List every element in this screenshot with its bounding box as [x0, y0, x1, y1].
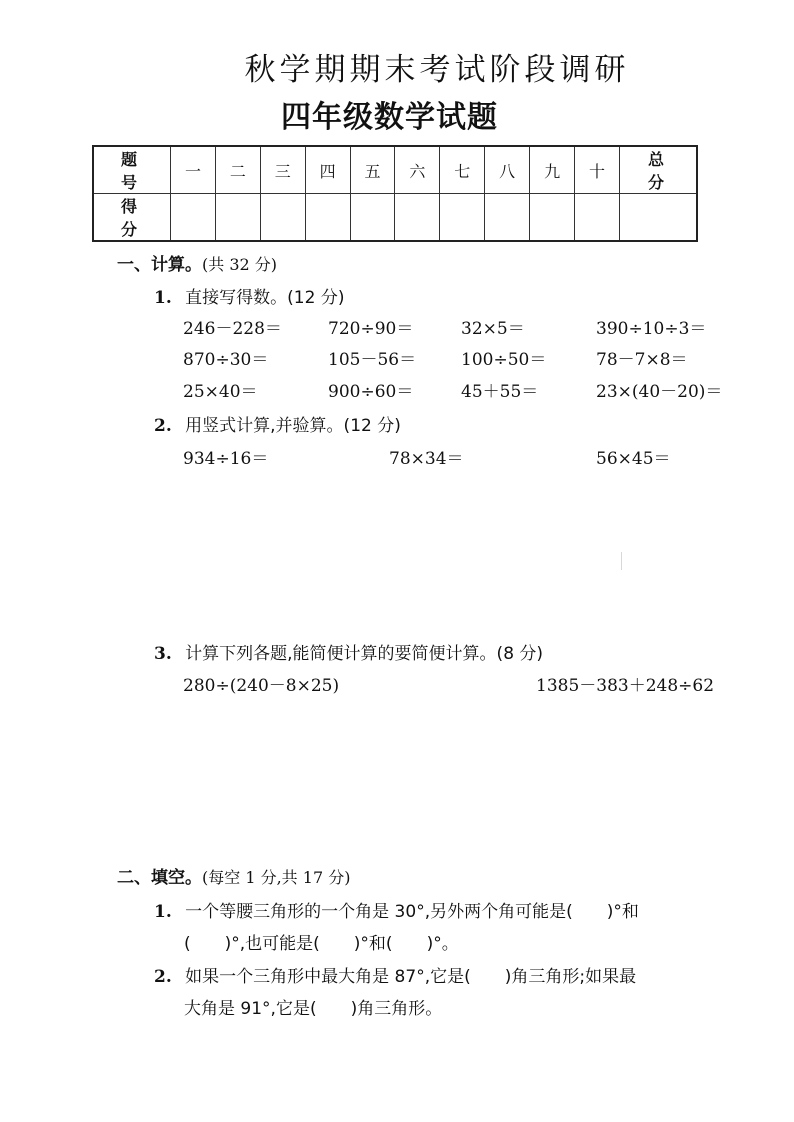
question-text: 用竖式计算,并验算。(12 分)	[185, 416, 401, 436]
score-col-8: 八	[485, 146, 530, 194]
score-table	[92, 145, 698, 242]
question-1-1	[154, 283, 344, 308]
score-col-total: 总 分	[620, 146, 698, 194]
question-1-3	[154, 639, 543, 664]
fill-question-line: ( )°,也可能是( )°和( )°。	[184, 934, 459, 954]
calc-item: 390÷10÷3＝	[596, 319, 707, 339]
calc-item: 105－56＝	[328, 350, 417, 370]
score-cell[interactable]	[440, 194, 485, 242]
part2-heading-text: 二、填空。	[117, 868, 202, 888]
part2-heading	[117, 863, 350, 888]
vertical-calc-item: 56×45＝	[596, 449, 671, 469]
score-cell-total[interactable]	[620, 194, 698, 242]
score-cell[interactable]	[395, 194, 440, 242]
score-row-label: 得 分	[93, 194, 171, 242]
score-cell[interactable]	[260, 194, 305, 242]
answer-space[interactable]	[183, 470, 743, 630]
scan-mark	[621, 552, 622, 570]
part1-points: (共 32 分)	[202, 255, 278, 274]
exam-subtitle: 四年级数学试题	[281, 100, 498, 135]
score-cell[interactable]	[305, 194, 350, 242]
calc-item: 870÷30＝	[183, 350, 269, 370]
simplify-calc-item: 1385－383＋248÷62	[536, 676, 715, 696]
vertical-calc-item: 78×34＝	[389, 449, 464, 469]
vertical-calc-item: 934÷16＝	[183, 449, 269, 469]
score-col-6: 六	[395, 146, 440, 194]
fill-question-line: 大角是 91°,它是( )角三角形。	[184, 999, 443, 1019]
exam-title: 秋学期期末考试阶段调研	[244, 52, 630, 88]
score-row-label: 题 号	[93, 146, 171, 194]
fill-question-line: 一个等腰三角形的一个角是 30°,另外两个角可能是( )°和	[185, 902, 639, 922]
fill-question-2-1	[154, 897, 639, 922]
score-col-2: 二	[215, 146, 260, 194]
calc-item: 25×40＝	[183, 382, 258, 402]
score-cell[interactable]	[485, 194, 530, 242]
score-col-3: 三	[260, 146, 305, 194]
score-cell[interactable]	[530, 194, 575, 242]
simplify-calc-item: 280÷(240－8×25)	[183, 676, 340, 696]
calc-item: 100÷50＝	[461, 350, 547, 370]
score-col-4: 四	[305, 146, 350, 194]
score-table-header-row	[93, 146, 697, 194]
score-cell[interactable]	[171, 194, 216, 242]
calc-item: 45＋55＝	[461, 382, 539, 402]
question-number: 1.	[154, 902, 172, 922]
question-number: 2.	[154, 416, 172, 436]
question-number: 2.	[154, 967, 172, 987]
score-col-10: 十	[575, 146, 620, 194]
fill-question-line: 如果一个三角形中最大角是 87°,它是( )角三角形;如果最	[185, 967, 637, 987]
score-col-5: 五	[350, 146, 395, 194]
question-number: 1.	[154, 288, 172, 308]
question-text: 计算下列各题,能简便计算的要简便计算。(8 分)	[185, 644, 544, 664]
calc-item: 246－228＝	[183, 319, 282, 339]
score-col-7: 七	[440, 146, 485, 194]
score-cell[interactable]	[575, 194, 620, 242]
calc-item: 32×5＝	[461, 319, 525, 339]
calc-item: 23×(40－20)＝	[596, 382, 723, 402]
score-cell[interactable]	[350, 194, 395, 242]
fill-question-2-2	[154, 962, 636, 987]
score-table-score-row	[93, 194, 697, 242]
score-col-1: 一	[171, 146, 216, 194]
calc-item: 900÷60＝	[328, 382, 414, 402]
question-1-2	[154, 411, 401, 436]
question-number: 3.	[154, 644, 172, 664]
score-cell[interactable]	[215, 194, 260, 242]
calc-item: 720÷90＝	[328, 319, 414, 339]
answer-space[interactable]	[183, 700, 743, 850]
part1-heading-text: 一、计算。	[117, 255, 202, 275]
part1-heading	[117, 250, 277, 275]
question-text: 直接写得数。(12 分)	[185, 288, 345, 308]
score-col-9: 九	[530, 146, 575, 194]
calc-item: 78－7×8＝	[596, 350, 688, 370]
part2-points: (每空 1 分,共 17 分)	[202, 868, 351, 887]
